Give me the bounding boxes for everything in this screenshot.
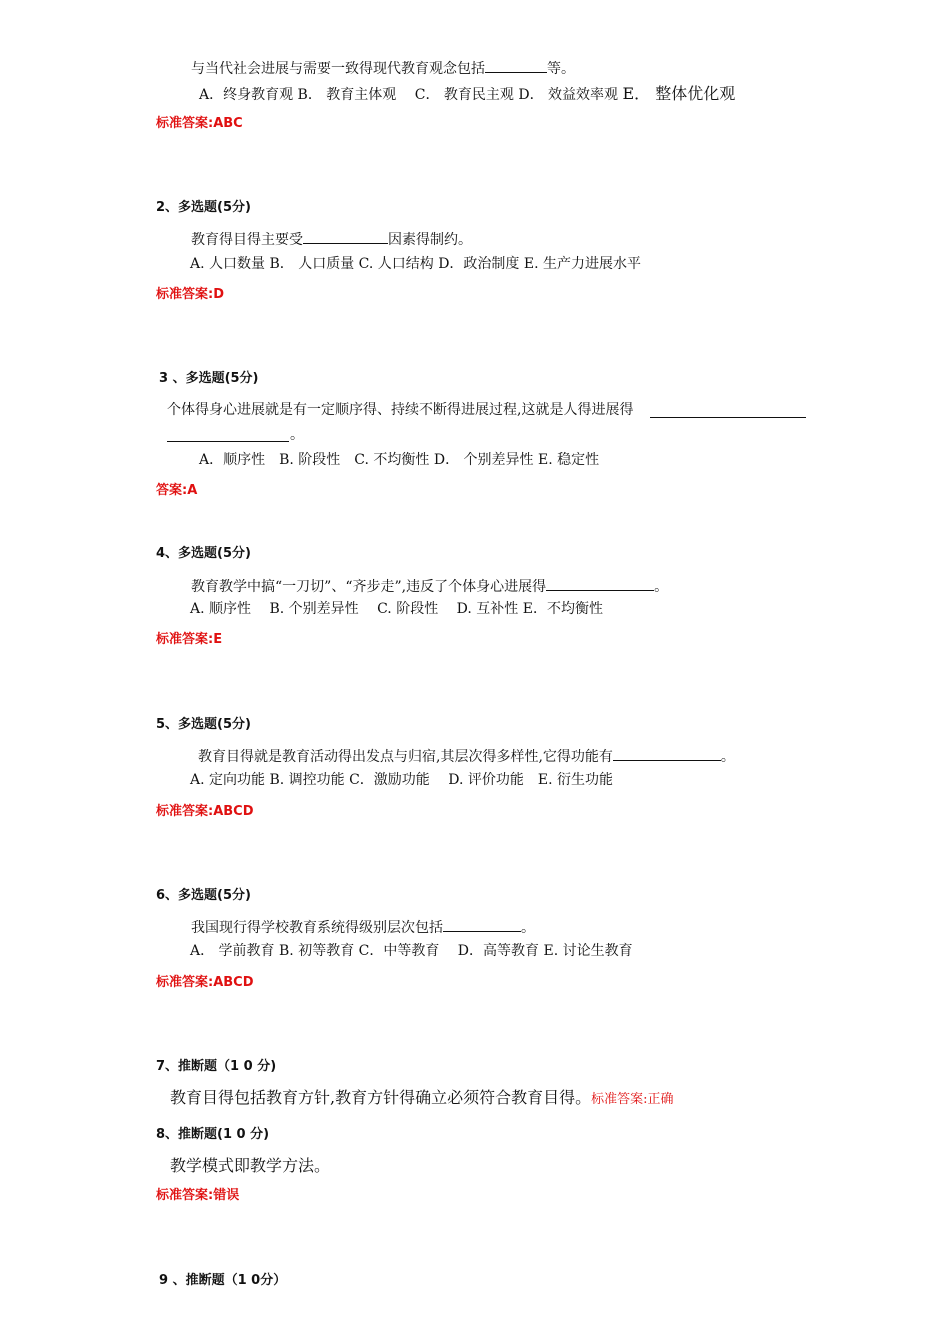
q5-stem: 教育目得就是教育活动得出发点与归宿,其层次得多样性,它得功能有 。 bbox=[198, 749, 735, 765]
q6-options: A． 学前教育 B. 初等教育 C．中等教育 D．高等教育 E. 讨论生教育 bbox=[190, 943, 633, 959]
q6-header: 6、多选题(5分) bbox=[156, 888, 251, 903]
q2-answer: 标准答案:D bbox=[156, 287, 224, 302]
q4-stem: 教育教学中搞“一刀切”、“齐步走”,违反了个体身心进展得 。 bbox=[191, 579, 669, 595]
q4-options: A. 顺序性 B. 个别差异性 C. 阶段性 D. 互补性 E．不均衡性 bbox=[190, 601, 603, 617]
q5-header: 5、多选题(5分) bbox=[156, 717, 251, 732]
q3-blank-line-2 bbox=[167, 441, 289, 442]
q7-stem: 教育目得包括教育方针,教育方针得确立必须符合教育目得。标准答案:正确 bbox=[170, 1088, 674, 1107]
q4-header: 4、多选题(5分) bbox=[156, 546, 251, 561]
q4-blank bbox=[546, 578, 654, 591]
q5-options: A. 定向功能 B. 调控功能 C．激励功能 D. 评价功能 E. 衍生功能 bbox=[190, 772, 614, 788]
q8-header: 8、推断题(1 0 分) bbox=[156, 1127, 270, 1142]
q8-answer: 标准答案:错误 bbox=[156, 1188, 240, 1203]
q2-options: A. 人口数量 B． 人口质量 C. 人口结构 D．政治制度 E. 生产力进展水平 bbox=[190, 256, 642, 272]
q1-stem: 与当代社会进展与需要一致得现代教育观念包括 等。 bbox=[191, 61, 575, 77]
q1-answer: 标准答案:ABC bbox=[156, 116, 243, 131]
q1-options: A．终身教育观 B． 教育主体观 C． 教育民主观 D． 效益效率观 E． 整体优化观 bbox=[199, 84, 736, 103]
q3-stem-end: 。 bbox=[290, 427, 304, 443]
q3-blank-line-1 bbox=[650, 417, 806, 418]
q8-stem: 教学模式即教学方法。 bbox=[170, 1156, 331, 1175]
q2-stem: 教育得目得主要受 因素得制约。 bbox=[191, 232, 472, 248]
q2-blank bbox=[303, 231, 388, 244]
q3-stem: 个体得身心进展就是有一定顺序得、持续不断得进展过程,这就是人得进展得 bbox=[167, 402, 634, 418]
q1-blank bbox=[485, 60, 547, 73]
q9-header: 9 、推断题（1 0分） bbox=[159, 1273, 287, 1288]
q3-answer: 答案:A bbox=[156, 483, 198, 498]
q3-options: A．顺序性 B. 阶段性 C. 不均衡性 D． 个别差异性 E. 稳定性 bbox=[199, 452, 600, 468]
q5-blank bbox=[613, 748, 721, 761]
q6-answer: 标准答案:ABCD bbox=[156, 975, 254, 990]
q4-answer: 标准答案:E bbox=[156, 632, 223, 647]
q5-answer: 标准答案:ABCD bbox=[156, 804, 254, 819]
q3-header: 3 、多选题(5分) bbox=[159, 371, 259, 386]
q7-answer: 标准答案:正确 bbox=[591, 1092, 674, 1107]
q2-header: 2、多选题(5分) bbox=[156, 200, 251, 215]
q7-header: 7、推断题（1 0 分) bbox=[156, 1059, 277, 1074]
q6-stem: 我国现行得学校教育系统得级别层次包括 。 bbox=[191, 920, 535, 936]
q6-blank bbox=[443, 919, 521, 932]
